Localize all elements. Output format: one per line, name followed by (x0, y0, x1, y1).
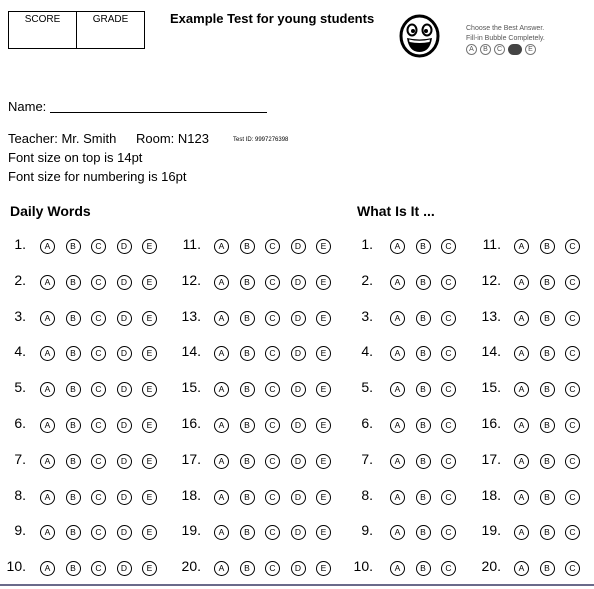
answer-bubble-b[interactable]: B (540, 454, 555, 469)
answer-bubble-c[interactable]: C (265, 418, 280, 433)
answer-bubble-a[interactable]: A (40, 525, 55, 540)
answer-bubble-c[interactable]: C (265, 275, 280, 290)
answer-bubble-a[interactable]: A (214, 346, 229, 361)
answer-bubble-a[interactable]: A (514, 275, 529, 290)
question-number: 15. (481, 379, 501, 396)
answer-bubble-b[interactable]: B (540, 418, 555, 433)
answer-bubble-b[interactable]: B (66, 561, 81, 576)
answer-bubble-b[interactable]: B (540, 239, 555, 254)
question-number: 2. (14, 271, 26, 288)
bubble-legend (466, 44, 536, 55)
answer-bubble-d[interactable]: D (291, 311, 306, 326)
answer-bubble-c[interactable]: C (265, 490, 280, 505)
question-number: 8. (361, 486, 373, 503)
test-id: Test ID: 9997276398 (233, 137, 289, 143)
answer-bubble-a[interactable]: A (214, 382, 229, 397)
answer-bubble-a[interactable]: A (214, 275, 229, 290)
answer-bubble-b[interactable]: B (240, 275, 255, 290)
teacher-label: Teacher: Mr. Smith (8, 131, 117, 146)
answer-bubble-e[interactable]: E (316, 311, 331, 326)
answer-bubble-c[interactable]: C (91, 490, 106, 505)
answer-bubble-d[interactable]: D (291, 275, 306, 290)
question-number: 8. (14, 486, 26, 503)
answer-bubble-c[interactable]: C (565, 275, 580, 290)
answer-bubble-a[interactable]: A (390, 561, 405, 576)
instructions-line-1: Choose the Best Answer. (466, 25, 545, 32)
answer-bubble-c[interactable]: C (441, 418, 456, 433)
answer-bubble-b[interactable]: B (240, 311, 255, 326)
answer-bubble-b[interactable]: B (240, 454, 255, 469)
answer-bubble-d[interactable]: D (291, 561, 306, 576)
answer-bubble-d[interactable]: D (117, 311, 132, 326)
question-number: 11. (482, 236, 501, 252)
answer-bubble-b[interactable]: B (540, 346, 555, 361)
answer-bubble-a[interactable]: A (514, 418, 529, 433)
question-number: 15. (181, 379, 201, 396)
answer-bubble-e[interactable]: E (316, 454, 331, 469)
section-title-daily-words: Daily Words (10, 203, 91, 219)
answer-bubble-e[interactable]: E (316, 382, 331, 397)
legend-bubble-a: A (466, 44, 477, 55)
question-number: 12. (481, 271, 501, 288)
answer-bubble-a[interactable]: A (514, 382, 529, 397)
answer-bubble-d[interactable]: D (117, 561, 132, 576)
answer-bubble-a[interactable]: A (40, 346, 55, 361)
section-title-what-is-it: What Is It ... (357, 203, 435, 219)
question-number: 7. (14, 450, 26, 467)
answer-bubble-c[interactable]: C (265, 311, 280, 326)
question-number: 12. (181, 271, 201, 288)
answer-bubble-b[interactable]: B (240, 418, 255, 433)
answer-bubble-e[interactable]: E (316, 525, 331, 540)
answer-bubble-c[interactable]: C (91, 454, 106, 469)
question-number: 1. (361, 236, 373, 252)
answer-bubble-e[interactable]: E (142, 275, 157, 290)
answer-bubble-a[interactable]: A (390, 346, 405, 361)
answer-bubble-a[interactable]: A (514, 561, 529, 576)
answer-bubble-c[interactable]: C (565, 490, 580, 505)
answer-bubble-b[interactable]: B (66, 239, 81, 254)
answer-bubble-b[interactable]: B (66, 490, 81, 505)
answer-bubble-d[interactable]: D (291, 490, 306, 505)
answer-bubble-d[interactable]: D (117, 490, 132, 505)
answer-bubble-a[interactable]: A (40, 418, 55, 433)
answer-bubble-c[interactable]: C (565, 454, 580, 469)
question-number: 20. (181, 558, 201, 575)
answer-bubble-a[interactable]: A (40, 311, 55, 326)
answer-bubble-e[interactable]: E (142, 418, 157, 433)
answer-bubble-b[interactable]: B (66, 275, 81, 290)
answer-bubble-c[interactable]: C (565, 311, 580, 326)
answer-bubble-c[interactable]: C (441, 311, 456, 326)
answer-bubble-e[interactable]: E (142, 311, 157, 326)
answer-bubble-c[interactable]: C (441, 275, 456, 290)
question-number: 3. (361, 307, 373, 324)
answer-bubble-a[interactable]: A (40, 454, 55, 469)
answer-bubble-c[interactable]: C (441, 454, 456, 469)
answer-bubble-e[interactable]: E (316, 490, 331, 505)
answer-bubble-d[interactable]: D (291, 525, 306, 540)
question-number: 5. (14, 379, 26, 396)
name-label: Name: (8, 99, 47, 114)
answer-bubble-a[interactable]: A (390, 382, 405, 397)
answer-bubble-e[interactable]: E (142, 490, 157, 505)
answer-bubble-b[interactable]: B (66, 382, 81, 397)
answer-bubble-b[interactable]: B (540, 525, 555, 540)
answer-bubble-b[interactable]: B (416, 490, 431, 505)
answer-bubble-c[interactable]: C (265, 561, 280, 576)
answer-bubble-a[interactable]: A (40, 239, 55, 254)
question-number: 10. (6, 558, 26, 575)
answer-bubble-b[interactable]: B (416, 382, 431, 397)
question-number: 3. (14, 307, 26, 324)
answer-bubble-b[interactable]: B (240, 561, 255, 576)
font-note-numbering: Font size for numbering is 16pt (8, 169, 187, 184)
question-number: 18. (481, 486, 501, 503)
answer-bubble-a[interactable]: A (514, 311, 529, 326)
question-number: 18. (181, 486, 201, 503)
answer-bubble-e[interactable]: E (142, 561, 157, 576)
answer-bubble-e[interactable]: E (316, 239, 331, 254)
answer-bubble-a[interactable]: A (214, 490, 229, 505)
question-number: 19. (181, 522, 201, 539)
answer-bubble-a[interactable]: A (514, 454, 529, 469)
answer-bubble-c[interactable]: C (441, 525, 456, 540)
answer-bubble-c[interactable]: C (565, 382, 580, 397)
question-number: 6. (14, 415, 26, 431)
answer-bubble-d[interactable]: D (117, 382, 132, 397)
question-number: 9. (361, 522, 373, 539)
answer-bubble-d[interactable]: D (291, 382, 306, 397)
font-note-top: Font size on top is 14pt (8, 150, 143, 165)
answer-bubble-c[interactable]: C (91, 311, 106, 326)
answer-bubble-d[interactable]: D (117, 418, 132, 433)
answer-bubble-c[interactable]: C (565, 525, 580, 540)
answer-bubble-b[interactable]: B (540, 561, 555, 576)
answer-bubble-a[interactable]: A (390, 490, 405, 505)
name-field[interactable] (50, 112, 267, 113)
bottom-divider (0, 584, 594, 586)
answer-bubble-d[interactable]: D (117, 346, 132, 361)
answer-bubble-b[interactable]: B (540, 382, 555, 397)
answer-bubble-d[interactable]: D (117, 239, 132, 254)
answer-bubble-b[interactable]: B (240, 490, 255, 505)
answer-bubble-c[interactable]: C (91, 239, 106, 254)
answer-bubble-b[interactable]: B (240, 239, 255, 254)
legend-bubble-c: C (494, 44, 505, 55)
answer-bubble-b[interactable]: B (416, 346, 431, 361)
question-number: 2. (361, 271, 373, 288)
answer-bubble-b[interactable]: B (416, 418, 431, 433)
answer-bubble-c[interactable]: C (91, 275, 106, 290)
answer-bubble-c[interactable]: C (91, 561, 106, 576)
answer-bubble-e[interactable]: E (142, 346, 157, 361)
question-number: 14. (181, 343, 201, 360)
question-number: 13. (481, 307, 501, 324)
answer-bubble-b[interactable]: B (416, 311, 431, 326)
answer-bubble-c[interactable]: C (265, 525, 280, 540)
answer-bubble-c[interactable]: C (265, 346, 280, 361)
answer-bubble-e[interactable]: E (316, 275, 331, 290)
answer-bubble-c[interactable]: C (265, 454, 280, 469)
answer-bubble-c[interactable]: C (441, 382, 456, 397)
smiley-face-icon (399, 14, 440, 58)
answer-bubble-c[interactable]: C (91, 525, 106, 540)
legend-bubble-e: E (525, 44, 536, 55)
answer-bubble-d[interactable]: D (117, 454, 132, 469)
question-number: 7. (361, 450, 373, 467)
answer-bubble-a[interactable]: A (214, 418, 229, 433)
answer-bubble-c[interactable]: C (441, 346, 456, 361)
question-number: 17. (481, 450, 501, 467)
answer-bubble-b[interactable]: B (66, 311, 81, 326)
answer-bubble-a[interactable]: A (214, 311, 229, 326)
answer-bubble-b[interactable]: B (240, 382, 255, 397)
instructions-line-2: Fill-in Bubble Completely. (466, 35, 545, 42)
question-number: 11. (182, 236, 201, 252)
answer-bubble-c[interactable]: C (565, 239, 580, 254)
score-grade-box (8, 11, 145, 49)
answer-bubble-e[interactable]: E (142, 239, 157, 254)
question-number: 13. (181, 307, 201, 324)
answer-bubble-c[interactable]: C (91, 418, 106, 433)
answer-bubble-c[interactable]: C (91, 382, 106, 397)
answer-bubble-b[interactable]: B (540, 311, 555, 326)
test-title: Example Test for young students (170, 11, 375, 26)
answer-bubble-b[interactable]: B (416, 275, 431, 290)
question-number: 9. (14, 522, 26, 539)
question-number: 14. (481, 343, 501, 360)
answer-bubble-c[interactable]: C (265, 382, 280, 397)
answer-bubble-a[interactable]: A (214, 525, 229, 540)
question-number: 17. (181, 450, 201, 467)
question-number: 20. (481, 558, 501, 575)
answer-bubble-d[interactable]: D (291, 454, 306, 469)
answer-bubble-b[interactable]: B (416, 525, 431, 540)
answer-bubble-a[interactable]: A (40, 490, 55, 505)
question-number: 16. (181, 415, 201, 431)
legend-bubble-filled (508, 44, 522, 55)
grade-label: GRADE (76, 12, 144, 48)
answer-bubble-a[interactable]: A (390, 525, 405, 540)
answer-bubble-b[interactable]: B (416, 561, 431, 576)
question-number: 4. (361, 343, 373, 360)
answer-bubble-a[interactable]: A (40, 561, 55, 576)
answer-bubble-a[interactable]: A (390, 311, 405, 326)
legend-bubble-b: B (480, 44, 491, 55)
answer-bubble-d[interactable]: D (291, 346, 306, 361)
answer-bubble-b[interactable]: B (66, 346, 81, 361)
answer-bubble-b[interactable]: B (416, 239, 431, 254)
answer-bubble-b[interactable]: B (416, 454, 431, 469)
answer-bubble-b[interactable]: B (540, 490, 555, 505)
answer-bubble-e[interactable]: E (142, 382, 157, 397)
answer-bubble-a[interactable]: A (514, 525, 529, 540)
answer-bubble-b[interactable]: B (66, 525, 81, 540)
answer-bubble-b[interactable]: B (66, 418, 81, 433)
answer-bubble-a[interactable]: A (390, 239, 405, 254)
answer-bubble-c[interactable]: C (565, 561, 580, 576)
answer-bubble-a[interactable]: A (514, 490, 529, 505)
answer-bubble-e[interactable]: E (316, 561, 331, 576)
answer-bubble-a[interactable]: A (40, 275, 55, 290)
instructions (466, 24, 545, 44)
answer-bubble-a[interactable]: A (390, 418, 405, 433)
answer-bubble-c[interactable]: C (441, 490, 456, 505)
answer-bubble-e[interactable]: E (316, 346, 331, 361)
answer-bubble-b[interactable]: B (240, 525, 255, 540)
answer-bubble-a[interactable]: A (390, 275, 405, 290)
answer-bubble-c[interactable]: C (91, 346, 106, 361)
question-number: 10. (353, 558, 373, 575)
answer-bubble-c[interactable]: C (441, 239, 456, 254)
answer-bubble-e[interactable]: E (316, 418, 331, 433)
question-number: 6. (361, 415, 373, 431)
score-label: SCORE (24, 14, 61, 25)
answer-bubble-a[interactable]: A (214, 454, 229, 469)
answer-bubble-d[interactable]: D (291, 239, 306, 254)
answer-bubble-d[interactable]: D (117, 525, 132, 540)
answer-bubble-b[interactable]: B (66, 454, 81, 469)
answer-bubble-a[interactable]: A (214, 561, 229, 576)
answer-bubble-e[interactable]: E (142, 454, 157, 469)
question-number: 16. (481, 415, 501, 431)
room-label: Room: N123 (136, 131, 209, 146)
answer-bubble-a[interactable]: A (214, 239, 229, 254)
answer-bubble-d[interactable]: D (117, 275, 132, 290)
answer-bubble-b[interactable]: B (240, 346, 255, 361)
answer-bubble-b[interactable]: B (540, 275, 555, 290)
answer-bubble-c[interactable]: C (565, 346, 580, 361)
answer-bubble-c[interactable]: C (565, 418, 580, 433)
answer-bubble-c[interactable]: C (441, 561, 456, 576)
question-number: 19. (481, 522, 501, 539)
question-number: 4. (14, 343, 26, 360)
question-number: 1. (14, 236, 26, 252)
answer-bubble-a[interactable]: A (514, 239, 529, 254)
question-number: 5. (361, 379, 373, 396)
answer-bubble-c[interactable]: C (265, 239, 280, 254)
answer-bubble-e[interactable]: E (142, 525, 157, 540)
answer-bubble-a[interactable]: A (40, 382, 55, 397)
answer-bubble-a[interactable]: A (514, 346, 529, 361)
answer-bubble-d[interactable]: D (291, 418, 306, 433)
answer-bubble-a[interactable]: A (390, 454, 405, 469)
